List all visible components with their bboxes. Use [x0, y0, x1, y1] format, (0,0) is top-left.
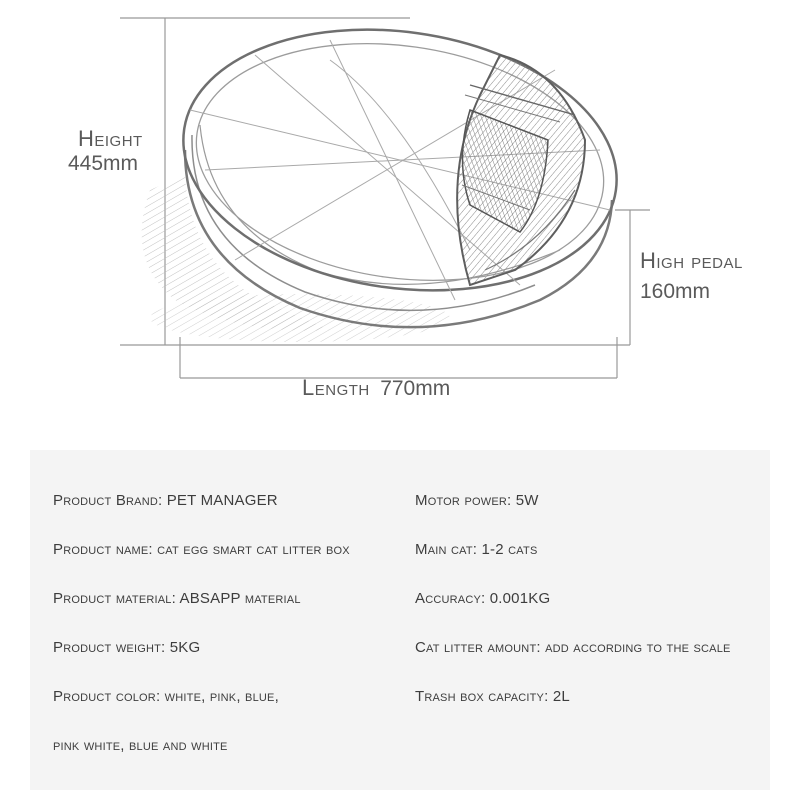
length-value: 770mm	[380, 377, 451, 400]
spec-accuracy: Accuracy: 0.001KG	[415, 590, 551, 607]
spec-material: Product material: ABSAPP material	[53, 590, 301, 607]
pedal-label	[640, 248, 743, 304]
length-title: Length	[302, 375, 370, 400]
spec-name: Product name: cat egg smart cat litter box	[53, 541, 350, 558]
spec-trash: Trash box capacity: 2L	[415, 688, 570, 705]
height-value: 445mm	[68, 152, 139, 175]
ground-shadow	[150, 294, 450, 342]
spec-panel	[30, 450, 770, 790]
length-label	[302, 375, 450, 401]
height-label	[68, 126, 143, 176]
spec-main-cat: Main cat: 1-2 cats	[415, 541, 538, 558]
spec-color: Product color: white, pink, blue,	[53, 688, 279, 705]
spec-color-cont: pink white, blue and white	[53, 737, 228, 754]
pedal-value: 160mm	[640, 280, 711, 303]
height-title: Height	[78, 126, 143, 151]
spec-brand: Product Brand: PET MANAGER	[53, 492, 278, 509]
spec-weight: Product weight: 5KG	[53, 639, 201, 656]
spec-motor: Motor power: 5W	[415, 492, 539, 509]
spec-litter: Cat litter amount: add according to the scale	[415, 639, 731, 656]
pedal-title: High pedal	[640, 248, 743, 273]
